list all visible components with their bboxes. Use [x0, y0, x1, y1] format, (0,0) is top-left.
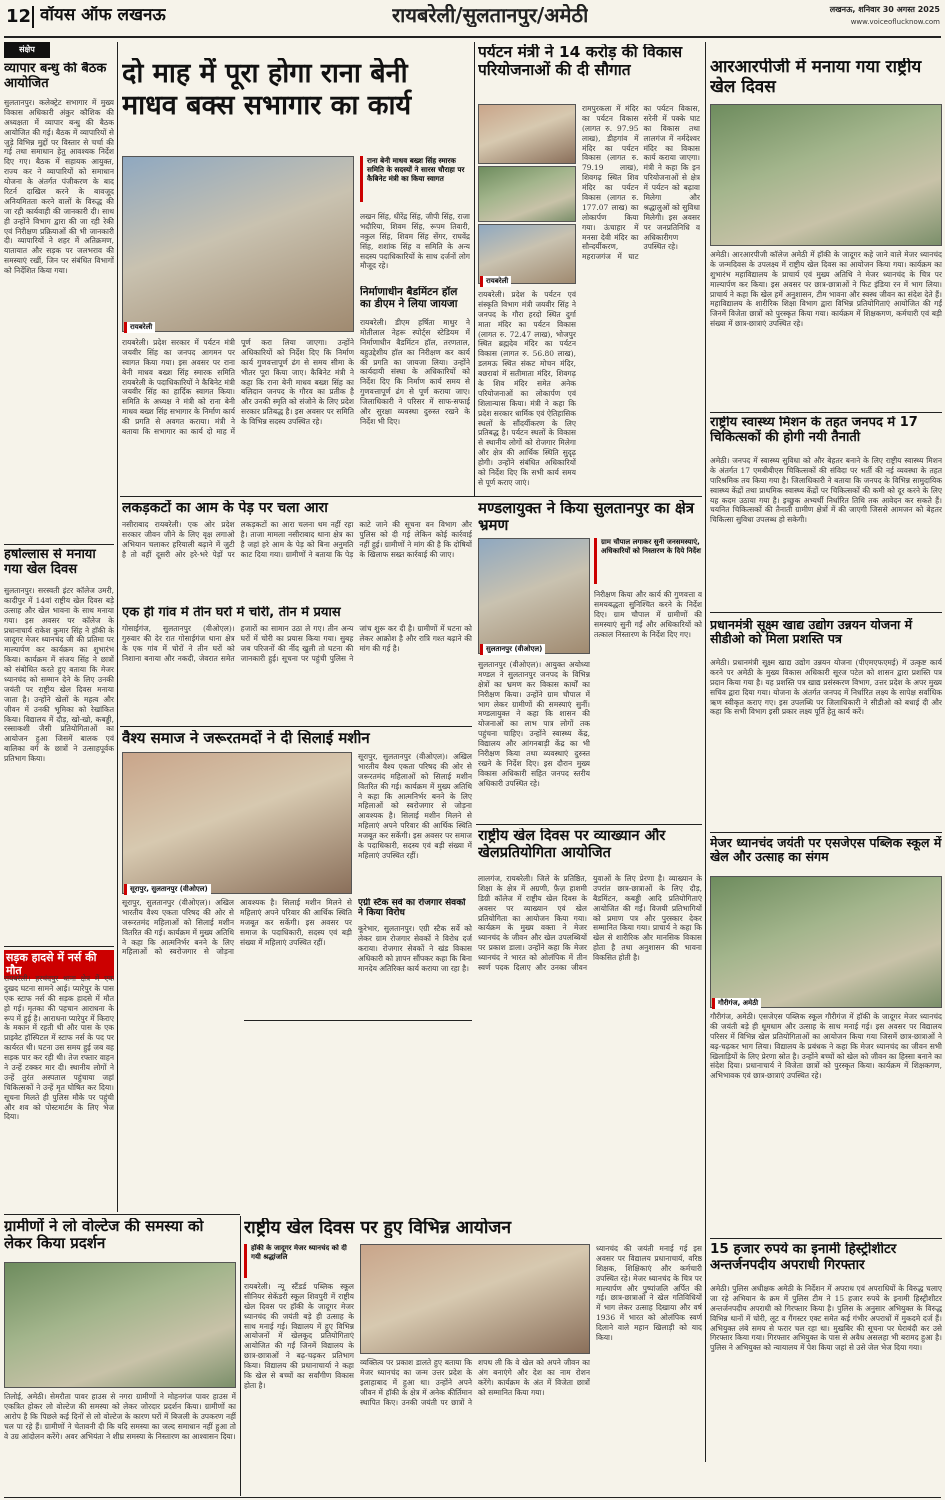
- lecture-headline: राष्ट्रीय खेल दिवस पर व्याख्यान और खेलप्रतियोगिता आयोजित: [478, 828, 666, 861]
- agristack-body: कूरेभार, सुलतानपुर। एग्री स्टैक सर्वे को लेकर ग्राम रोजगार सेवकों ने विरोध दर्ज कराया। रोजगार सेवकों ने खंड विकास अधिकारी को ज्ञापन सौंपकर कहा कि बिना मानदेय अतिरिक्त कार्य कराया जा रहा है।: [358, 924, 472, 973]
- agristack-headline: एग्री स्टैक सर्वे का रोजगार सेवकों ने किया विरोध: [358, 898, 466, 919]
- badminton-headline: निर्माणाधीन बैडमिंटन हॉल का डीएम ने लिया जायजा: [360, 286, 458, 311]
- band-divider: [476, 824, 702, 825]
- story-divider: [710, 612, 942, 613]
- vaishya-photo-caption: सूरापुर, सुलतानपुर (वीओएल): [124, 884, 211, 895]
- band-divider: [244, 1020, 472, 1021]
- rrpg-photo: [710, 104, 942, 246]
- tourism-photo-caption: रायबरेली: [480, 276, 511, 287]
- vaishya-headline: वैश्य समाज ने जरूरतमदों ने दी सिलाई मशीन: [122, 730, 370, 747]
- story-divider: [710, 412, 942, 413]
- masthead-divider: [32, 6, 34, 28]
- lecture-body: लालगंज, रायबरेली। जिले के प्रतिष्ठित, शिक्षा के क्षेत्र में अग्रणी, फ़ैज़ हाशमी डिग्री कॉलेज में राष्ट्रीय खेल दिवस के अवसर पर व्याख्यान एवं खेल प्रतियोगिता का आयोजन किया गया। कार्यक्रम के मुख्य वक्ता ने मेजर ध्यानचंद के जीवन और खेल उपलब्धियों पर प्रकाश डाला। उन्होंने कहा कि मेजर ध्यानचंद ने भारत को ओलंपिक में तीन स्वर्ण पदक दिलाए और उनका जीवन युवाओं के लिए प्रेरणा है। व्याख्यान के उपरांत छात्र-छात्राओं के लिए दौड़, बैडमिंटन, कबड्डी आदि प्रतियोगिताएं आयोजित की गईं। विजयी प्रतिभागियों को प्रमाण पत्र और पुरस्कार देकर सम्मानित किया गया। प्राचार्य ने कहा कि खेल से शारीरिक और मानसिक विकास होता है तथा अनुशासन की भावना विकसित होती है।: [478, 874, 702, 973]
- website: www.voiceoflucknow.com: [850, 18, 940, 26]
- main-headline: दो माह में पूरा होगा राना बेनी माधव बक्स सभागार का कार्य: [122, 58, 412, 122]
- voltage-body: तिलोई, अमेठी। सेमरौता पावर हाउस से नगरा ग्रामीणों ने मोहनगंज पावर हाउस में एकत्रित होकर लो वोल्टेज की समस्या को लेकर जोरदार प्रदर्शन किया। ग्रामीणों का आरोप है कि पिछले कई दिनों से लो वोल्टेज के कारण घरों में बिजली के उपकरण नहीं चल पा रहे हैं। ग्रामीणों ने चेतावनी दी कि यदि समस्या का जल्द समाधान नहीं हुआ तो वे उग्र आंदोलन करेंगे। अवर अभियंता ने शीघ्र समस्या के निस्तारण का आश्वासन दिया।: [4, 1392, 236, 1441]
- story-divider: [710, 1238, 942, 1239]
- sidebar-story-body: सुलतानपुर। सरस्वती इंटर कॉलेज उमरी, कादीपुर में 14वां राष्ट्रीय खेल दिवस बड़े उत्साह और खेल भावना के साथ मनाया गया। इस अवसर पर कॉलेज के प्रधानाचार्य राकेश कुमार सिंह ने हॉकी के जादूगर मेजर ध्यानचंद जी की प्रतिमा पर माल्यार्पण कर कार्यक्रम का शुभारंभ किया। कार्यक्रम में संजय सिंह ने छात्रों को संबोधित करते हुए बताया कि मेजर ध्यानचंद को सम्मान देने के लिए उनकी जयंती पर राष्ट्रीय खेल दिवस मनाया जाता है। उन्होंने खेलों के महत्व और जीवन में उनकी भूमिका को रेखांकित किया। विद्यालय में दौड़, खो-खो, कबड्डी, रस्साकशी जैसी प्रतियोगिताओं का आयोजन हुआ जिसमें बालक एवं बालिका वर्ग के छात्रों ने उत्साहपूर्वक प्रतिभाग किया।: [4, 586, 114, 764]
- theft-headline: एक ही गांव में तीन घरों में चोरी, तीन में प्रयास: [122, 606, 341, 620]
- column-divider: [240, 1216, 241, 1496]
- criminal-headline: 15 हजार रुपये का इनामी हिस्ट्रीशीटर अन्तर्जनपदीय अपराधी गिरफ्तार: [710, 1242, 897, 1273]
- rrpg-headline: आरआरपीजी में मनाया गया राष्ट्रीय खेल दिवस: [710, 58, 922, 97]
- band-divider: [4, 1214, 240, 1215]
- sportsday-kicker: हॉकी के जादूगर मेजर ध्यानचंद को दी गयी श्रद्धांजलि: [251, 1244, 347, 1261]
- main-side-body: लखन सिंह, धीरेंद्र सिंह, जीपी सिंह, राजा भदौरिया, शिवम सिंह, रूपम तिवारी, नकुल सिंह, शिवम सिंह सेंगर, राघवेंद्र सिंह, शशांक सिंह व समिति के अन्य सदस्य पदाधिकारियों के साथ दर्जनों लोग मौजूद रहे।: [360, 212, 470, 271]
- sportsday-photo: [360, 1244, 590, 1354]
- main-story-photo: [122, 156, 354, 332]
- sidebar-divider: [4, 544, 114, 545]
- sidebar-column: [4, 42, 114, 1210]
- scouts-photo: [710, 876, 942, 1008]
- voltage-photo: [4, 1262, 236, 1388]
- sidebar-story-title: सड़क हादसे में नर्स की मौत: [4, 950, 114, 979]
- tourism-body-continued: रामपुरकला में मंदिर का पर्यटन विकास (लागत रु. 97.95 लाख), डीहगांव में मंदिर का पर्यटन विकास (लागत रु. 79.19 लाख), शिवगढ़ स्थित शिव मंदिर का पर्यटन विकास (लागत रु. 177.07 लाख) का लोकार्पण किया गया। ऊंचाहार में मनसा देवी मंदिर का सौन्दर्यीकरण, महराजगंज में घाट का पर्यटन विकास, सरेनी में पक्के घाट का विकास तथा लालगंज में नर्मदेश्वर मंदिर का विकास कार्य कराया जाएगा। मंत्री ने कहा कि इन परियोजनाओं से क्षेत्र में पर्यटन को बढ़ावा मिलेगा और श्रद्धालुओं को सुविधा मिलेगी। इस अवसर पर जनप्रतिनिधि व अधिकारीगण उपस्थित रहे।: [582, 104, 700, 262]
- column-divider: [117, 42, 118, 1212]
- sportsday-headline: राष्ट्रीय खेल दिवस पर हुए विभिन्न आयोजन: [244, 1218, 512, 1238]
- health-headline: राष्ट्रीय स्वास्थ्य मिशन के तहत जनपद में 17 चिकित्सकों की होगी नयी तैनाती: [710, 416, 918, 445]
- tourism-headline: पर्यटन मंत्री ने 14 करोड़ की विकास परियोजनाओं की दी सौगात: [478, 44, 683, 79]
- band-divider: [120, 726, 472, 727]
- dm-photo-caption: सुलतानपुर (वीओएल): [480, 644, 545, 655]
- food-headline: प्रधानमंत्री सूक्ष्म खाद्य उद्योग उन्नयन योजना में सीडीओ को मिला प्रशस्ति पत्र: [710, 618, 913, 647]
- sportsday-body: रायबरेली। न्यू स्टैंडर्ड पब्लिक स्कूल सीनियर सेकेंडरी स्कूल शिवपुरी में राष्ट्रीय खेल दिवस पर हॉकी के जादूगर मेजर ध्यानचंद की जयंती बड़े ही उत्साह के साथ मनाई गई। विद्यालय में हुए विभिन्न आयोजनों में खेलकूद प्रतियोगिताएं आयोजित की गईं जिनमें विद्यालय के छात्र-छात्राओं ने बढ़-चढ़कर प्रतिभाग किया। विद्यालय की प्रधानाचार्या ने कहा कि खेल से बच्चों का सर्वांगीण विकास होता है।: [244, 1282, 354, 1390]
- sidebar-divider: [4, 946, 114, 947]
- dateline: लखनऊ, शनिवार 30 अगस्त 2025: [829, 5, 940, 14]
- tourism-photo-middle: [478, 166, 576, 222]
- section-name: रायबरेली/सुलतानपुर/अमेठी: [392, 4, 589, 27]
- sidebar-story-title: व्यापार बन्धु की बैठक आयोजित: [4, 62, 107, 91]
- story-divider: [710, 832, 942, 833]
- dm-side-body: निरीक्षण किया और कार्य की गुणवत्ता व समयबद्धता सुनिश्चित करने के निर्देश दिए। ग्राम चौपाल में ग्रामीणों की समस्याएं सुनी गईं और अधिकारियों को तत्काल निस्तारण के निर्देश दिए गए।: [594, 590, 702, 639]
- paper-name: वॉयस ऑफ लखनऊ: [40, 6, 166, 25]
- tourism-body: रायबरेली। प्रदेश के पर्यटन एवं संस्कृति विभाग मंत्री जयवीर सिंह ने जनपद के गौरा हरदो स्थित दुर्गा माता मंदिर का पर्यटन विकास (लागत रु. 72.47 लाख), भोजपुर स्थित ब्रह्मदेव मंदिर का पर्यटन विकास (लागत रु. 56.80 लाख), डलमऊ स्थित संकट मोचन मंदिर, बछरावां में सतीमाता मंदिर, शिवगढ़ के शिव मंदिर समेत अनेक परियोजनाओं का लोकार्पण एवं शिलान्यास किया। मंत्री ने कहा कि प्रदेश सरकार धार्मिक एवं ऐतिहासिक स्थलों के सौंदर्यीकरण के लिए प्रतिबद्ध है। पर्यटन स्थलों के विकास से स्थानीय लोगों को रोजगार मिलेगा और क्षेत्र की आर्थिक स्थिति सुदृढ़ होगी। उन्होंने संबंधित अधिकारियों को निर्देश दिए कि सभी कार्य समय से पूर्ण कराए जाएं।: [478, 290, 576, 487]
- voltage-headline: ग्रामीणों ने लो वोल्टेज की समस्या को लेकर किया प्रदर्शन: [4, 1218, 204, 1253]
- sidebar-story-body: सुलतानपुर। कलेक्ट्रेट सभागार में मुख्य विकास अधिकारी अंकुर कौशिक की अध्यक्षता में व्यापार बन्धु की बैठक आयोजित की गई। बैठक में व्यापारियों से जुड़े विभिन्न मुद्दों पर विस्तार से चर्चा की गई तथा समाधान हेतु आवश्यक निर्देश दिए गए। बैठक में सहायक आयुक्त, राज्य कर ने व्यापारियों को समाधान योजना के अंतर्गत पंजीकरण के बाद रिटर्न दाखिल करने के बावजूद अनियमितता करने वालों के विरुद्ध की जा रही कार्यवाही की जानकारी दी। साथ ही उन्होंने विभाग द्वारा की जा रही रेकी एवं निरीक्षण प्रक्रियाओं की भी जानकारी दी। व्यापारियों ने शहर में अतिक्रमण, यातायात और सड़क पर जलभराव की समस्याएं रखीं, जिन पर संबंधित विभागों को निर्देशित किया गया।: [4, 98, 114, 276]
- main-story-body: रायबरेली। प्रदेश सरकार में पर्यटन मंत्री जयवीर सिंह का जनपद आगमन पर स्वागत किया गया। इस अवसर पर राना बेनी माधव बख्श सिंह स्मारक समिति रायबरेली के पदाधिकारियों ने कैबिनेट मंत्री जयवीर सिंह का हार्दिक स्वागत किया। समिति के अध्यक्ष ने मंत्री को राना बेनी माधव बख्श सिंह सभागार के निर्माण कार्य की प्रगति से अवगत कराया। मंत्री ने बताया कि सभागार का कार्य दो माह में पूर्ण करा लिया जाएगा। उन्होंने अधिकारियों को निर्देश दिए कि निर्माण कार्य गुणवत्तापूर्ण ढंग से समय सीमा के भीतर पूरा किया जाए। कैबिनेट मंत्री ने कहा कि राना बेनी माधव बख्श सिंह का बलिदान जनपद के गौरव का प्रतीक है और उनकी स्मृति को संजोने के लिए प्रदेश सरकार प्रतिबद्ध है। इस अवसर पर समिति के विभिन्न सदस्य उपस्थित रहे।: [122, 338, 354, 437]
- rrpg-body: अमेठी। आरआरपीजी कॉलेज अमेठी में हॉकी के जादूगर कहे जाने वाले मेजर ध्यानचंद के जन्मदिवस के उपलक्ष्य में राष्ट्रीय खेल दिवस का आयोजन किया गया। कार्यक्रम का शुभारंभ महाविद्यालय के प्राचार्य एवं मुख्य अतिथि ने मेजर ध्यानचंद के चित्र पर माल्यार्पण कर किया। इस अवसर पर छात्र-छात्राओं ने फिट इंडिया रन में भाग लिया। प्राचार्य ने कहा कि खेल हमें अनुशासन, टीम भावना और स्वस्थ जीवन का संदेश देते हैं। महाविद्यालय के शारीरिक शिक्षा विभाग द्वारा विभिन्न प्रतियोगिताएं आयोजित की गईं जिनमें विजेता छात्रों को पुरस्कृत किया गया। कार्यक्रम में शिक्षकगण, कर्मचारी एवं बड़ी संख्या में छात्र-छात्राएं उपस्थित रहे।: [710, 250, 942, 329]
- scouts-photo-caption: गौरीगंज, अमेठी: [712, 998, 761, 1009]
- tourism-photo-bottom: [478, 224, 576, 284]
- vaishya-photo: [122, 752, 352, 894]
- sportsday-body-extra: ध्यानचंद की जयंती मनाई गई इस अवसर पर विद्यालय प्रधानाचार्य, वरिष्ठ शिक्षक, शिक्षिकाएं और कर्मचारी उपस्थित रहे। मेजर ध्यानचंद के चित्र पर माल्यार्पण और पुष्पांजलि अर्पित की गई। छात्र-छात्राओं ने खेल गतिविधियों में भाग लेकर उत्साह दिखाया और वर्ष 1936 में भारत को ओलंपिक स्वर्ण दिलाने वाले महान खिलाड़ी को याद किया।: [596, 1244, 702, 1343]
- main-photo-caption: रायबरेली: [124, 322, 155, 333]
- tree-body: नसीराबाद रायबरेली। एक ओर प्रदेश सरकार जीवन जीने के लिए वृक्ष लगाओ अभियान चलाकर हरियाली बढ़ाने में जुटी है तो वहीं दूसरी ओर हरे-भरे पेड़ों पर लकड़कटों का आरा चलना थम नहीं रहा है। ताजा मामला नसीराबाद थाना क्षेत्र का है जहां हरे आम के पेड़ को बिना अनुमति काट दिया गया। ग्रामीणों ने बताया कि पेड़ काटे जाने की सूचना वन विभाग और पुलिस को दी गई लेकिन कोई कार्रवाई नहीं हुई। ग्रामीणों ने मांग की है कि दोषियों के खिलाफ सख्त कार्रवाई की जाए।: [122, 520, 472, 559]
- band-divider: [120, 496, 702, 497]
- criminal-body: अमेठी। पुलिस अधीक्षक अमेठी के निर्देशन में अपराध एवं अपराधियों के विरुद्ध चलाए जा रहे अभियान के क्रम में पुलिस टीम ने 15 हजार रुपये के इनामी हिस्ट्रीशीटर अन्तर्जनपदीय अपराधी को गिरफ्तार किया है। पुलिस के अनुसार अभियुक्त के विरुद्ध विभिन्न थानों में चोरी, लूट व गैंगस्टर एक्ट समेत कई गंभीर अपराधों में मुकदमे दर्ज हैं। अभियुक्त लंबे समय से फरार चल रहा था। मुखबिर की सूचना पर घेराबंदी कर उसे गिरफ्तार किया गया। गिरफ्तार अभियुक्त के पास से अवैध असलहा भी बरामद हुआ है। पुलिस ने अभियुक्त को न्यायालय में पेश किया जहां से उसे जेल भेज दिया गया।: [710, 1284, 942, 1353]
- dm-kicker-box: [594, 538, 702, 584]
- sportsday-kicker-box: [244, 1244, 354, 1278]
- page-number: 12: [6, 6, 32, 27]
- dm-photo: [478, 538, 590, 654]
- scouts-headline: मेजर ध्यानचंद जयंती पर एसजेएस पब्लिक स्कूल में खेल और उत्साह का संगम: [710, 836, 942, 865]
- tree-headline: लकड़कटों का आम के पेड़ पर चला आरा: [122, 500, 328, 516]
- dm-kicker: ग्राम चौपाल लगाकर सुनी जनसमस्याएं, अधिकारियों को निस्तारण के दिये निर्देश: [601, 538, 701, 555]
- dm-body: सुलतानपुर (वीओएल)। आयुक्त अयोध्या मण्डल ने सुलतानपुर जनपद के विभिन्न क्षेत्रों का भ्रमण कर विकास कार्यों का निरीक्षण किया। उन्होंने ग्राम चौपाल में भाग लेकर ग्रामीणों की समस्याएं सुनीं। मण्डलायुक्त ने कहा कि शासन की योजनाओं का लाभ पात्र लोगों तक पहुंचना चाहिए। उन्होंने स्वास्थ्य केंद्र, विद्यालय और आंगनबाड़ी केंद्र का भी निरीक्षण किया तथा व्यवस्थाएं दुरुस्त रखने के निर्देश दिए। इस दौरान मुख्य विकास अधिकारी सहित जनपद स्तरीय अधिकारी उपस्थित रहे।: [478, 660, 590, 788]
- sidebar-label: [4, 42, 50, 58]
- sidebar-label-text: संक्षेप: [19, 45, 35, 54]
- sidebar-story-title: हर्षोल्लास से मनाया गया खेल दिवस: [4, 548, 96, 577]
- vaishya-body: सूरापुर, सुलतानपुर (वीओएल)। अखिल भारतीय वैश्य एकता परिषद की ओर से जरूरतमंद महिलाओं को सिलाई मशीन वितरित की गई। कार्यक्रम में मुख्य अतिथि ने कहा कि आत्मनिर्भर बनने के लिए महिलाओं को स्वरोजगार से जोड़ना आवश्यक है। सिलाई मशीन मिलने से महिलाएं अपने परिवार की आर्थिक स्थिति मजबूत कर सकेंगी। इस अवसर पर समाज के पदाधिकारी, सदस्य एवं बड़ी संख्या में महिलाएं उपस्थित रहीं।: [122, 898, 352, 957]
- health-body: अमेठी। जनपद में स्वास्थ्य सुविधा को और बेहतर बनाने के लिए राष्ट्रीय स्वास्थ्य मिशन के अंतर्गत 17 एमबीबीएस चिकित्सकों की संविदा पर भर्ती की नई व्यवस्था के तहत पारिश्रमिक तय किया गया है। जिलाधिकारी ने बताया कि जनपद के विभिन्न सामुदायिक स्वास्थ्य केंद्रों तथा प्राथमिक स्वास्थ्य केंद्रों पर चिकित्सकों की कमी को दूर करने के लिए यह कदम उठाया गया है। इच्छुक अभ्यर्थी निर्धारित तिथि तक आवेदन कर सकते हैं। चयनित चिकित्सकों की तैनाती ग्रामीण क्षेत्रों में की जाएगी जिससे आमजन को बेहतर चिकित्सा सुविधा उपलब्ध हो सकेगी।: [710, 456, 942, 525]
- tourism-photo-top: [478, 104, 576, 164]
- masthead: [0, 0, 945, 36]
- main-kicker-box: [360, 156, 470, 202]
- main-kicker: राना बेनी माधव बख्श सिंह स्मारक समिति के सदस्यों ने सारस चौराहा पर कैबिनेट मंत्री का किया स्वागत: [367, 156, 465, 183]
- column-divider: [474, 42, 475, 497]
- sidebar-story-body: रायबरेली। हरचंदपुर थाना क्षेत्र में एक दुखद घटना सामने आई। प्यारेपुर के पास एक स्टाफ नर्स की सड़क हादसे में मौत हो गई। मृतका की पहचान आराधना के रूप में हुई है। आराधना प्यारेपुर में किराए के मकान में रहती थी और पास के एक प्राइवेट हॉस्पिटल में स्टाफ नर्स के पद पर कार्यरत थी। घटना उस समय हुई जब वह सड़क पार कर रही थी। तेज रफ्तार वाहन ने उन्हें टक्कर मार दी। स्थानीय लोगों ने उन्हें तुरंत अस्पताल पहुंचाया जहां चिकित्सकों ने उन्हें मृत घोषित कर दिया। सूचना मिलते ही पुलिस मौके पर पहुंची और शव को पोस्टमार्टम के लिए भेज दिया।: [4, 974, 114, 1122]
- food-body: अमेठी। प्रधानमंत्री सूक्ष्म खाद्य उद्योग उन्नयन योजना (पीएमएफएमई) में उत्कृष्ट कार्य करने पर अमेठी के मुख्य विकास अधिकारी सूरज पटेल को शासन द्वारा प्रशस्ति पत्र प्रदान किया गया है। यह प्रशस्ति पत्र खाद्य प्रसंस्करण विभाग, उत्तर प्रदेश के अपर मुख्य सचिव द्वारा दिया गया। योजना के अंतर्गत जनपद में निर्धारित लक्ष्य के सापेक्ष सर्वाधिक ऋण स्वीकृत कराए गए। इस उपलब्धि पर जिलाधिकारी ने सीडीओ को बधाई दी और कहा कि सभी विभाग इसी प्रकार लक्ष्य पूर्ति हेतु कार्य करें।: [710, 658, 942, 717]
- column-divider: [705, 42, 706, 1462]
- footer-rule: [4, 1497, 941, 1498]
- dm-headline: मण्डलायुक्त ने किया सुलतानपुर का क्षेत्र भ्रमण: [478, 500, 695, 535]
- badminton-body: रायबरेली। डीएम हर्षिता माथुर ने मोतीलाल नेहरू स्पोर्ट्स स्टेडियम में निर्माणाधीन बैडमिंटन हॉल, तरणताल, बहुउद्देशीय हॉल का निरीक्षण कर कार्य की प्रगति का जायजा लिया। उन्होंने कार्यदायी संस्था के अधिकारियों को निर्देश दिए कि निर्माण कार्य समय से गुणवत्तापूर्ण ढंग से पूर्ण कराया जाए। जिलाधिकारी ने परिसर में साफ-सफाई और सुरक्षा व्यवस्था दुरुस्त रखने के निर्देश भी दिए।: [360, 318, 470, 426]
- masthead-rule: [4, 36, 941, 38]
- scouts-body: गौरीगंज, अमेठी। एसजेएस पब्लिक स्कूल गौरीगंज में हॉकी के जादूगर मेजर ध्यानचंद की जयंती बड़े ही धूमधाम और उत्साह के साथ मनाई गई। इस अवसर पर विद्यालय परिसर में विभिन्न खेल प्रतियोगिताओं का आयोजन किया गया जिसमें छात्र-छात्राओं ने बढ़-चढ़कर भाग लिया। विद्यालय के प्रबंधक ने कहा कि मेजर ध्यानचंद का जीवन सभी खिलाड़ियों के लिए प्रेरणा स्रोत है। उन्होंने बच्चों को खेल को जीवन का हिस्सा बनाने का संदेश दिया। प्रधानाचार्य ने विजेता छात्रों को पुरस्कृत किया। कार्यक्रम में शिक्षकगण, अभिभावक एवं छात्र-छात्राएं उपस्थित रहे।: [710, 1012, 942, 1081]
- vaishya-side-body: सूरापुर, सुलतानपुर (वीओएल)। अखिल भारतीय वैश्य एकता परिषद की ओर से जरूरतमंद महिलाओं को सिलाई मशीन वितरित की गई। कार्यक्रम में मुख्य अतिथि ने कहा कि आत्मनिर्भर बनने के लिए महिलाओं को स्वरोजगार से जोड़ना आवश्यक है। सिलाई मशीन मिलने से महिलाएं अपने परिवार की आर्थिक स्थिति मजबूत कर सकेंगी। इस अवसर पर समाज के पदाधिकारी, सदस्य एवं बड़ी संख्या में महिलाएं उपस्थित रहीं।: [358, 752, 472, 860]
- theft-body: गोसाईगंज, सुलतानपुर (वीओएल)। गुरुवार की देर रात गोसाईगंज थाना क्षेत्र के एक गांव में चोरों ने तीन घरों को निशाना बनाया और नकदी, जेवरात समेत हजारों का सामान उठा ले गए। तीन अन्य घरों में चोरी का प्रयास किया गया। सुबह जब परिजनों की नींद खुली तो घटना की जानकारी हुई। सूचना पर पहुंची पुलिस ने जांच शुरू कर दी है। ग्रामीणों में घटना को लेकर आक्रोश है और रात्रि गश्त बढ़ाने की मांग की गई है।: [122, 624, 472, 663]
- sportsday-body-continued: व्यक्तित्व पर प्रकाश डालते हुए बताया कि मेजर ध्यानचंद का जन्म उत्तर प्रदेश के इलाहाबाद में हुआ था। उन्होंने अपने जीवन में हॉकी के क्षेत्र में अनेक कीर्तिमान स्थापित किए। उनकी जयंती पर छात्रों ने शपथ ली कि वे खेल को अपने जीवन का अंग बनाएंगे और देश का नाम रोशन करेंगे। कार्यक्रम के अंत में विजेता छात्रों को सम्मानित किया गया।: [360, 1358, 590, 1407]
